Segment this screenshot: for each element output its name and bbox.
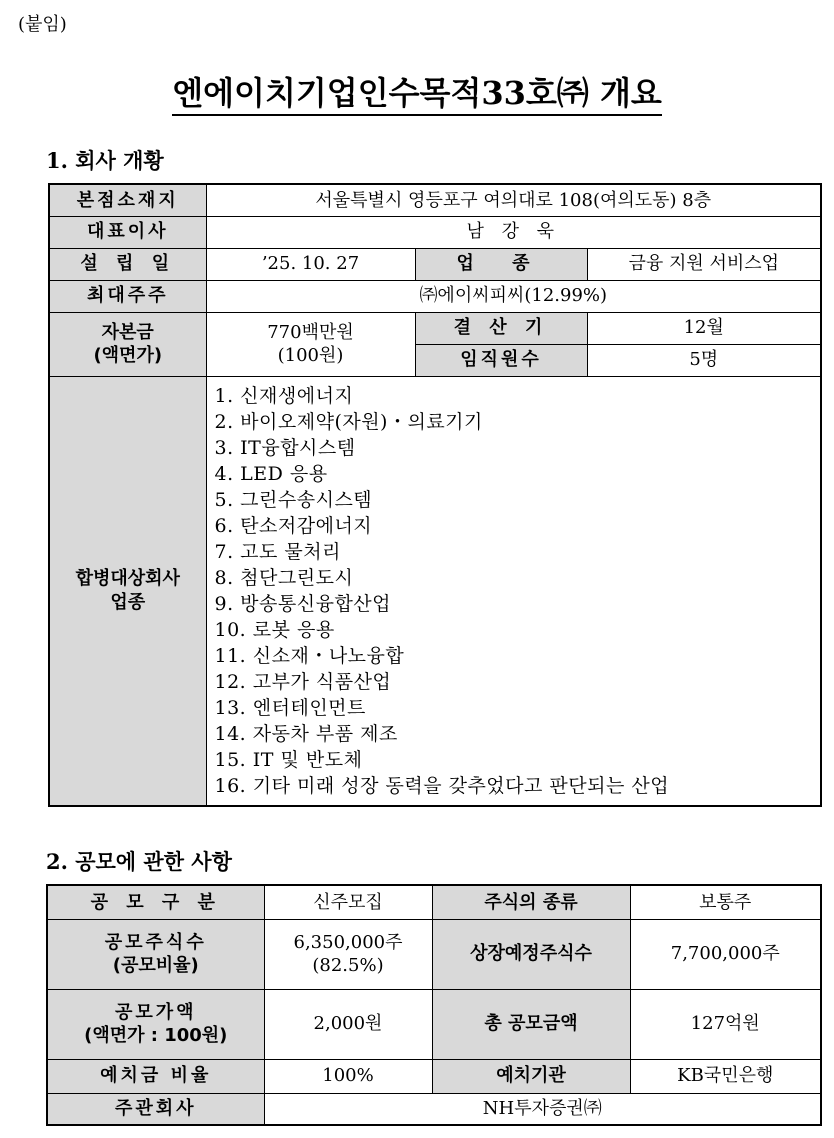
offer-shares-value-line1: 6,350,000주: [293, 931, 403, 953]
table-row: [47, 1059, 821, 1093]
depository-value: KB국민은행: [630, 1059, 821, 1093]
list-item: 14. 자동차 부품 제조: [214, 722, 398, 745]
table-row: [49, 312, 821, 344]
list-item: 5. 그린수송시스템: [214, 488, 373, 511]
list-item: 15. IT 및 반도체: [214, 748, 363, 771]
table-row: [49, 216, 821, 248]
offer-price-value: 2,000원: [264, 989, 432, 1059]
capital-label: [49, 312, 206, 376]
ceo-value: 남 강 욱: [206, 216, 821, 248]
founded-label: 설 립 일: [49, 248, 206, 280]
list-item: 8. 첨단그린도시: [214, 566, 354, 589]
capital-value: [206, 312, 415, 376]
list-item: 13. 엔터테인먼트: [214, 696, 366, 719]
list-item: 7. 고도 물처리: [214, 540, 341, 563]
offer-shares-label-line1: 공모주식수: [104, 931, 207, 953]
table-row: [47, 1093, 821, 1125]
capital-value-line1: 770백만원: [267, 321, 354, 343]
company-overview-table: [48, 183, 822, 807]
deposit-ratio-value: 100%: [264, 1059, 432, 1093]
merger-industry-label: [49, 376, 206, 806]
employees-value: 5명: [587, 344, 821, 376]
industry-label: 업 종: [415, 248, 587, 280]
total-offer-value: 127억원: [630, 989, 821, 1059]
list-item: 6. 탄소저감에너지: [214, 514, 373, 537]
document-title: [0, 68, 834, 114]
list-item: 2. 바이오제약(자원)・의료기기: [214, 410, 483, 433]
section1-heading: 1. 회사 개황: [46, 148, 164, 173]
offer-shares-value-line2: (82.5%): [312, 955, 384, 976]
fiscal-value: 12월: [587, 312, 821, 344]
table-row: [49, 376, 821, 806]
offer-type-value: 신주모집: [264, 885, 432, 919]
merger-label-line1: 합병대상회사: [75, 568, 180, 590]
section2-heading: 2. 공모에 관한 사항: [46, 849, 232, 874]
ceo-label: 대표이사: [49, 216, 206, 248]
employees-label: 임직원수: [415, 344, 587, 376]
share-type-value: 보통주: [630, 885, 821, 919]
list-item: 1. 신재생에너지: [214, 384, 354, 407]
share-type-label: 주식의 종류: [432, 885, 630, 919]
listed-shares-label: 상장예정주식수: [432, 919, 630, 989]
major-holder-label: 최대주주: [49, 280, 206, 312]
listed-shares-value: 7,700,000주: [630, 919, 821, 989]
capital-label-line1: 자본금: [101, 321, 154, 343]
offer-type-label: 공 모 구 분: [47, 885, 264, 919]
capital-value-line2: (100원): [277, 345, 344, 366]
offer-price-label-line2: (액면가 : 100원): [84, 1025, 228, 1046]
table-row: [47, 989, 821, 1059]
list-item: 10. 로봇 응용: [214, 618, 335, 641]
capital-label-line2: (액면가): [93, 345, 163, 366]
table-row: [49, 248, 821, 280]
total-offer-label: 총 공모금액: [432, 989, 630, 1059]
list-item: 3. IT융합시스템: [214, 436, 356, 459]
offer-shares-label: [47, 919, 264, 989]
list-item: 16. 기타 미래 성장 동력을 갖추었다고 판단되는 산업: [214, 774, 670, 797]
attachment-label: (붙임): [18, 14, 67, 35]
manager-label: 주관회사: [47, 1093, 264, 1125]
offer-price-label-line1: 공모가액: [114, 1001, 197, 1023]
list-item: 11. 신소재・나노융합: [214, 644, 405, 667]
hq-label: 본점소재지: [49, 184, 206, 216]
table-row: [47, 885, 821, 919]
industry-value: 금융 지원 서비스업: [587, 248, 821, 280]
document-title-text: 엔에이치기업인수목적33호㈜ 개요: [172, 74, 662, 116]
offer-shares-label-line2: (공모비율): [112, 955, 199, 976]
hq-value: 서울특별시 영등포구 여의대로 108(여의도동) 8층: [206, 184, 821, 216]
founded-value: ’25. 10. 27: [206, 248, 415, 280]
merger-industry-list: [206, 376, 821, 806]
table-row: [47, 919, 821, 989]
fiscal-label: 결 산 기: [415, 312, 587, 344]
list-item: 4. LED 응용: [214, 462, 328, 485]
manager-value: NH투자증권㈜: [264, 1093, 821, 1125]
offer-shares-value: [264, 919, 432, 989]
list-item: 9. 방송통신융합산업: [214, 592, 391, 615]
major-holder-value: ㈜에이씨피씨(12.99%): [206, 280, 821, 312]
deposit-ratio-label: 예치금 비율: [47, 1059, 264, 1093]
merger-label-line2: 업종: [110, 591, 146, 613]
table-row: [49, 280, 821, 312]
table-row: [49, 184, 821, 216]
public-offering-table: [46, 884, 822, 1126]
offer-price-label: [47, 989, 264, 1059]
depository-label: 예치기관: [432, 1059, 630, 1093]
list-item: 12. 고부가 식품산업: [214, 670, 392, 693]
